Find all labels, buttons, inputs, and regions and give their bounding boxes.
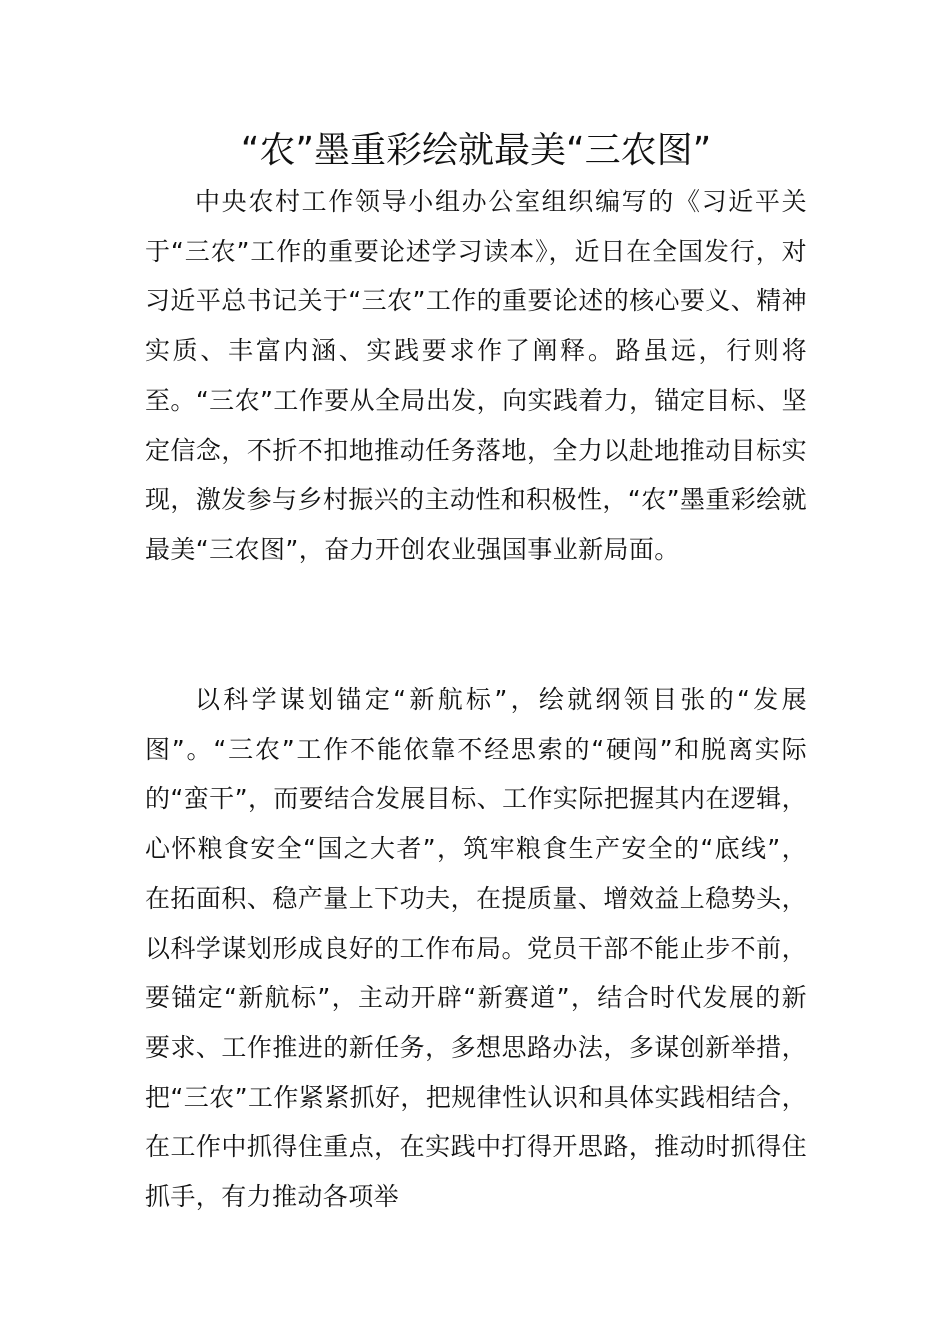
paragraph-2: 以科学谋划锚定“新航标”，绘就纲领目张的“发展图”。“三农”工作不能依靠不经思索的“硬闯”和脱离实际的“蛮干”，而要结合发展目标、工作实际把握其内在逻辑，心怀粮食安全“国之大者”，筑牢粮食生产安全的“底线”，在拓面积、稳产量上下功夫，在提质量、增效益上稳势头，以科学谋划形成良好的工作布局。党员干部不能止步不前，要锚定“新航标”，主动开辟“新赛道”，结合时代发展的新要求、工作推进的新任务，多想思路办法，多谋创新举措，把“三农”工作紧紧抓好，把规律性认识和具体实践相结合，在工作中抓得住重点，在实践中打得开思路，推动时抓得住抓手，有力推动各项举 [145, 685, 807, 1212]
document-title: “农”墨重彩绘就最美“三农图” [240, 130, 712, 171]
paragraph-1: 中央农村工作领导小组办公室组织编写的《习近平关于“三农”工作的重要论述学习读本》，近日在全国发行，对习近平总书记关于“三农”工作的重要论述的核心要义、精神实质、丰富内涵、实践要求作了阐释。路虽远，行则将至。“三农”工作要从全局出发，向实践着力，锚定目标、坚定信念，不折不扣地推动任务落地，全力以赴地推动目标实现，激发参与乡村振兴的主动性和积极性，“农”墨重彩绘就最美“三农图”，奋力开创农业强国事业新局面。 [145, 187, 807, 564]
